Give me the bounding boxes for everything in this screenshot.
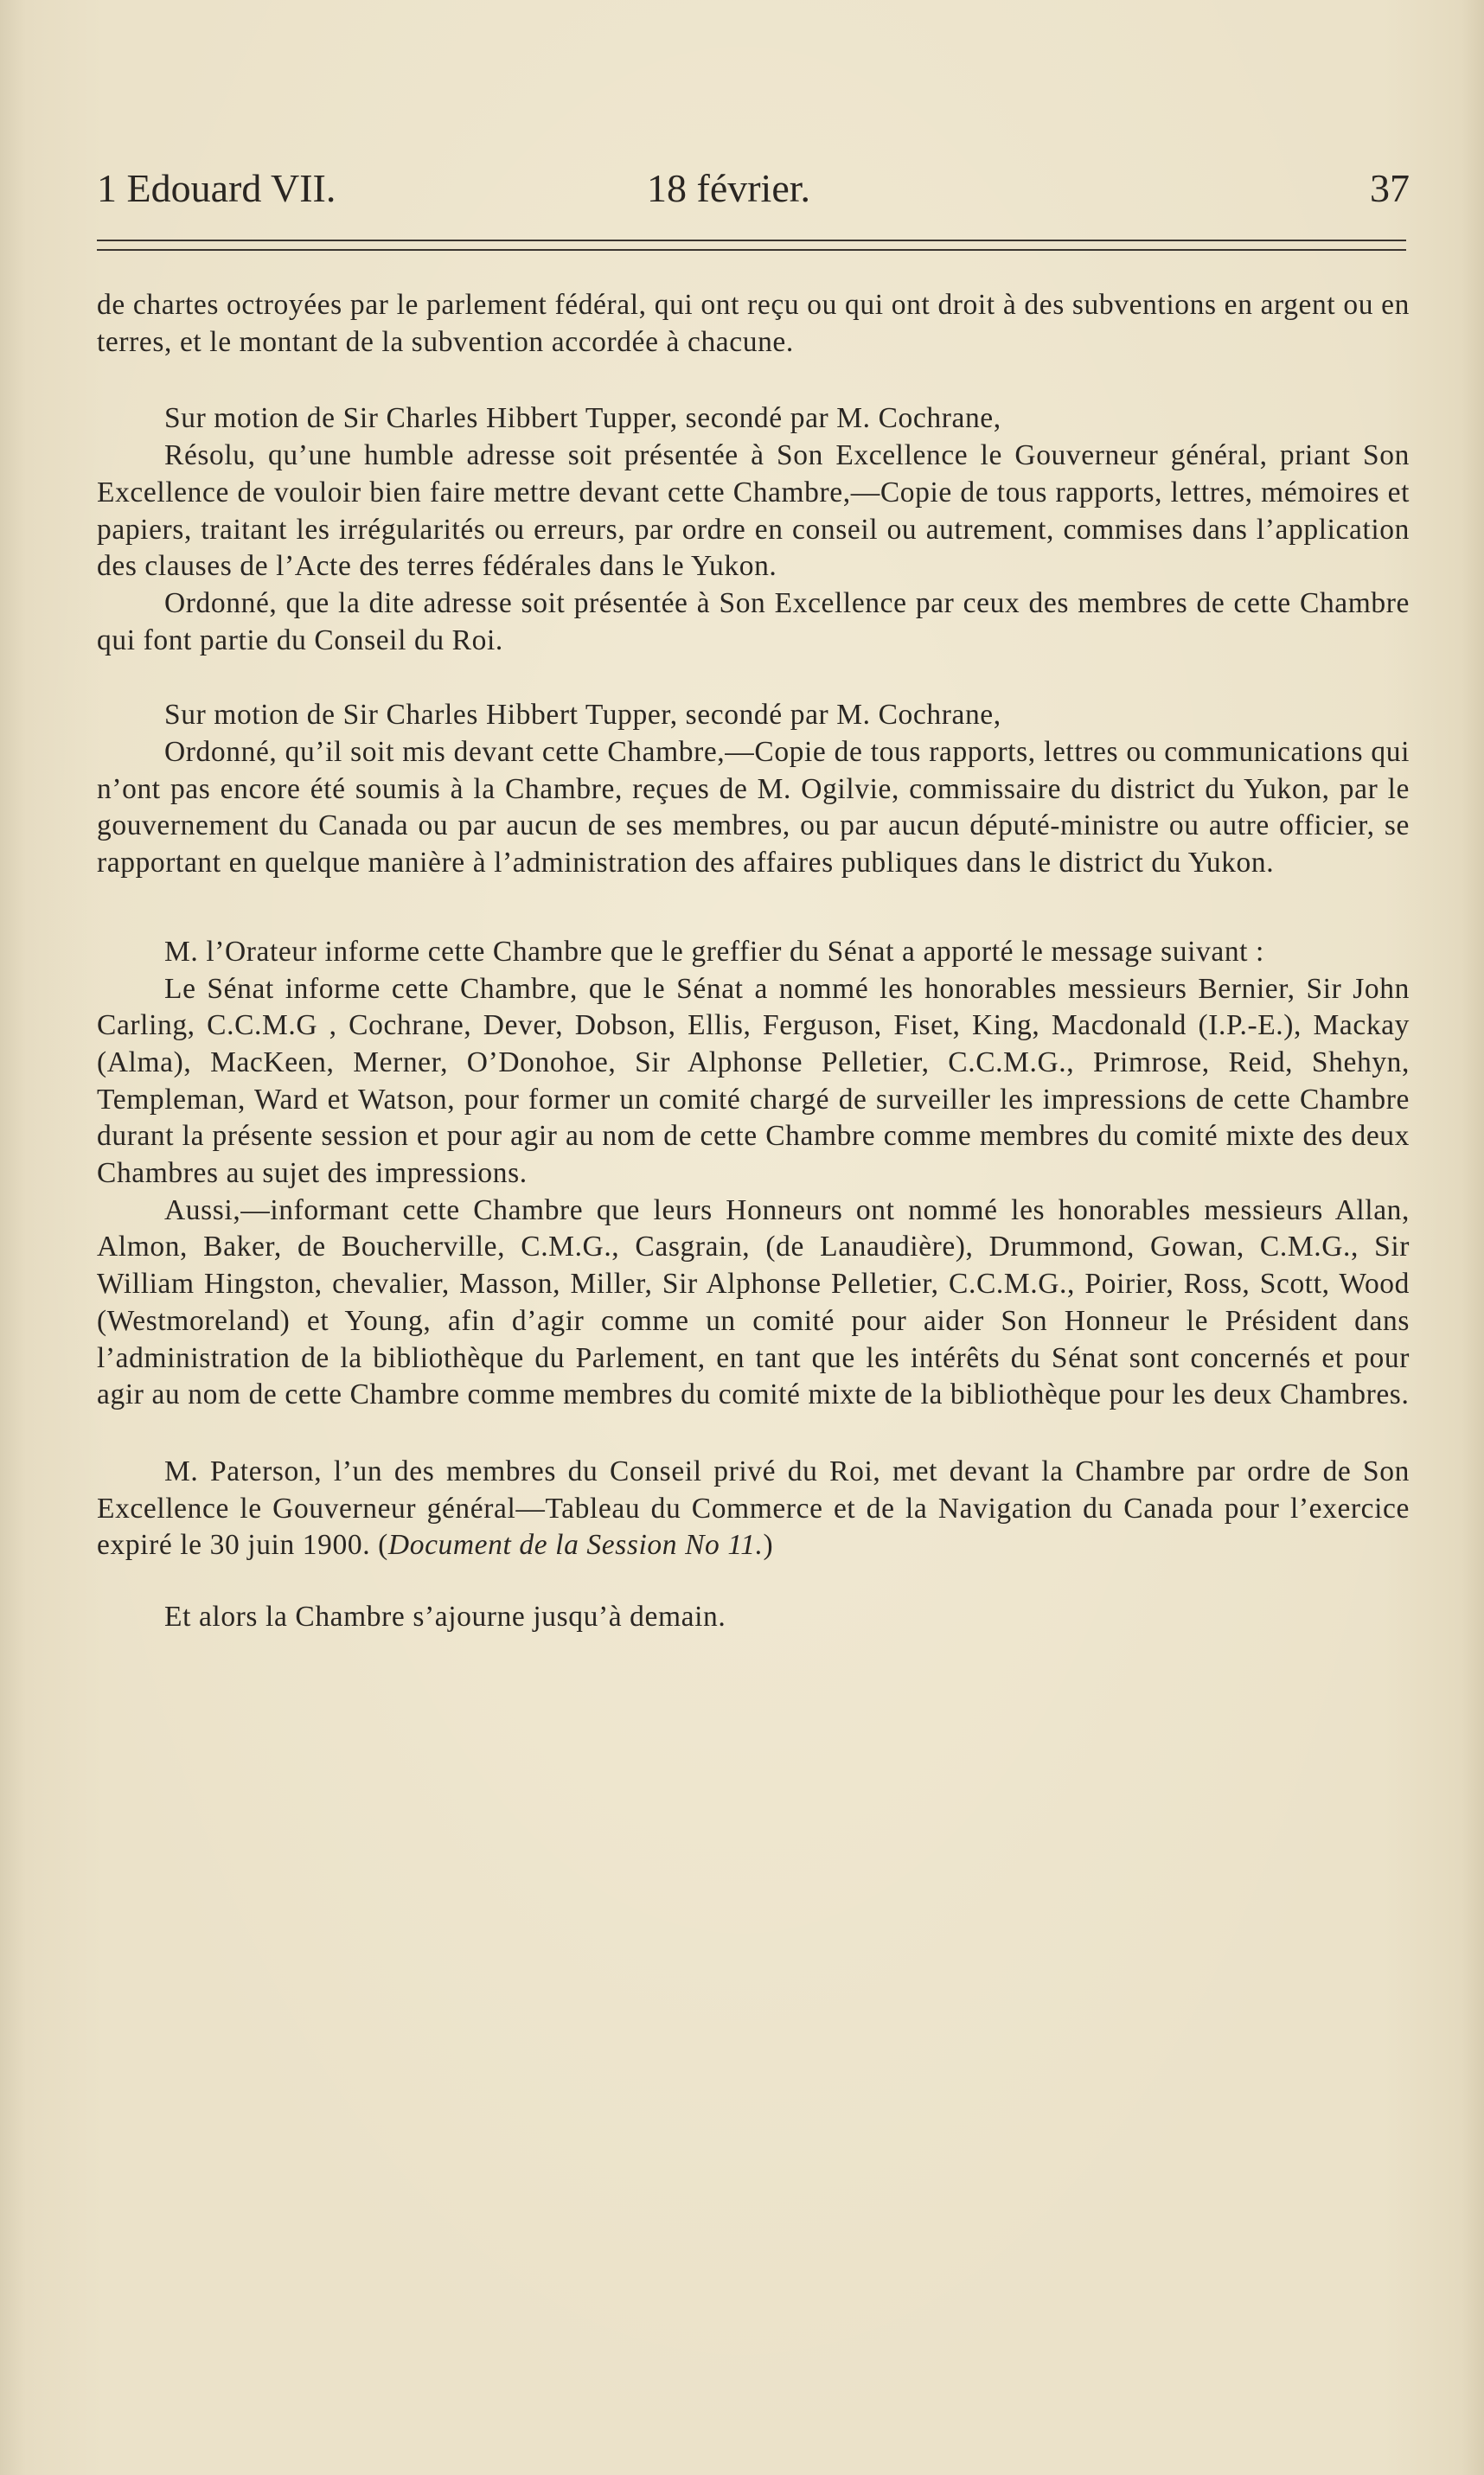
paragraph: M. Paterson, l’un des membres du Conseil privé du Roi, met devant la Chambre par ordre de Son Excellence le Gouverneur général—Tableau du Commerce et de la Navigation du Canada pour l’exercice expiré le 30 juin 1900. (Document de la Session No 11.) xyxy=(97,1455,1410,1562)
running-header xyxy=(97,163,1410,214)
page-number: 37 xyxy=(1370,166,1410,210)
closing-parenthesis: ) xyxy=(763,1529,774,1562)
paragraph: Le Sénat informe cette Chambre, que le Sénat a nommé les honorables messieurs Bernier, Sir John Carling, C.C.M.G , Cochrane, Dever, Dobson, Ellis, Ferguson, Fiset, King, Macdonald (I.P.-E.), Mackay (Alma), MacKeen, Merner, O’Donohoe, Sir Alphonse Pelletier, C.C.M.G., Primrose, Reid, Shehyn, Templeman, Ward et Watson, pour former un comité chargé de surveiller les impressions de cette Chambre durant la présente session et pour agir au nom de cette Chambre comme membres du comité mixte des deux Chambres au sujet des impressions. xyxy=(97,972,1410,1190)
regnal-year: 1 Edouard VII. xyxy=(97,166,336,210)
date-heading: 18 février. xyxy=(647,166,811,210)
document-reference: Document de la Session No 11. xyxy=(387,1529,764,1562)
header-rule xyxy=(97,240,1406,241)
journal-text xyxy=(97,287,1410,1636)
paragraph: Résolu, qu’une humble adresse soit présentée à Son Excellence le Gouverneur général, priant Son Excellence de vouloir bien faire mettre devant cette Chambre,—Copie de tous rapports, lettres, mémoires et papiers, traitant les irrégularités ou erreurs, par ordre en conseil ou autrement, commises dans l’application des clauses de l’Acte des terres fédérales dans le Yukon. xyxy=(97,439,1410,583)
paragraph: Ordonné, que la dite adresse soit présentée à Son Excellence par ceux des membres de cette Chambre qui font partie du Conseil du Roi. xyxy=(97,586,1410,656)
paragraph: Et alors la Chambre s’ajourne jusqu’à demain. xyxy=(164,1601,726,1634)
paragraph: Ordonné, qu’il soit mis devant cette Chambre,—Copie de tous rapports, lettres ou communications qui n’ont pas encore été soumis à la Chambre, reçues de M. Ogilvie, commissaire du district du Yukon, par le gouvernement du Canada ou par aucun de ses membres, ou par aucun député-ministre ou autre officier, se rapportant en quelque manière à l’administration des affaires publiques dans le district du Yukon. xyxy=(97,736,1410,879)
paragraph: M. l’Orateur informe cette Chambre que le greffier du Sénat a apporté le message suivant : xyxy=(164,935,1264,968)
paragraph-text: M. Paterson, l’un des membres du Conseil privé du Roi, met devant la Chambre par ordre de Son Excellence le Gouverneur général—Tableau du Commerce et de la Navigation du Canada pour l’exercice expiré le 30 juin 1900. xyxy=(97,1455,1410,1562)
header-rule xyxy=(97,249,1406,251)
paragraph: de chartes octroyées par le parlement fédéral, qui ont reçu ou qui ont droit à des subventions en argent ou en terres, et le montant de la subvention accordée à chacune. xyxy=(97,289,1410,358)
paragraph: Aussi,—informant cette Chambre que leurs Honneurs ont nommé les honorables messieurs Allan, Almon, Baker, de Boucherville, C.M.G., Casgrain, (de Lanaudière), Drummond, Gowan, C.M.G., Sir William Hingston, chevalier, Masson, Miller, Sir Alphonse Pelletier, C.C.M.G., Poirier, Ross, Scott, Wood (Westmoreland) et Young, afin d’agir comme un comité pour aider Son Honneur le Président dans l’administration de la bibliothèque du Parlement, en tant que les intérêts du Sénat sont concernés et pour agir au nom de cette Chambre comme membres du comité mixte de la bibliothèque pour les deux Chambres. xyxy=(97,1193,1410,1411)
paragraph: Sur motion de Sir Charles Hibbert Tupper, secondé par M. Cochrane, xyxy=(164,699,1001,732)
paragraph: Sur motion de Sir Charles Hibbert Tupper, secondé par M. Cochrane, xyxy=(164,402,1001,435)
